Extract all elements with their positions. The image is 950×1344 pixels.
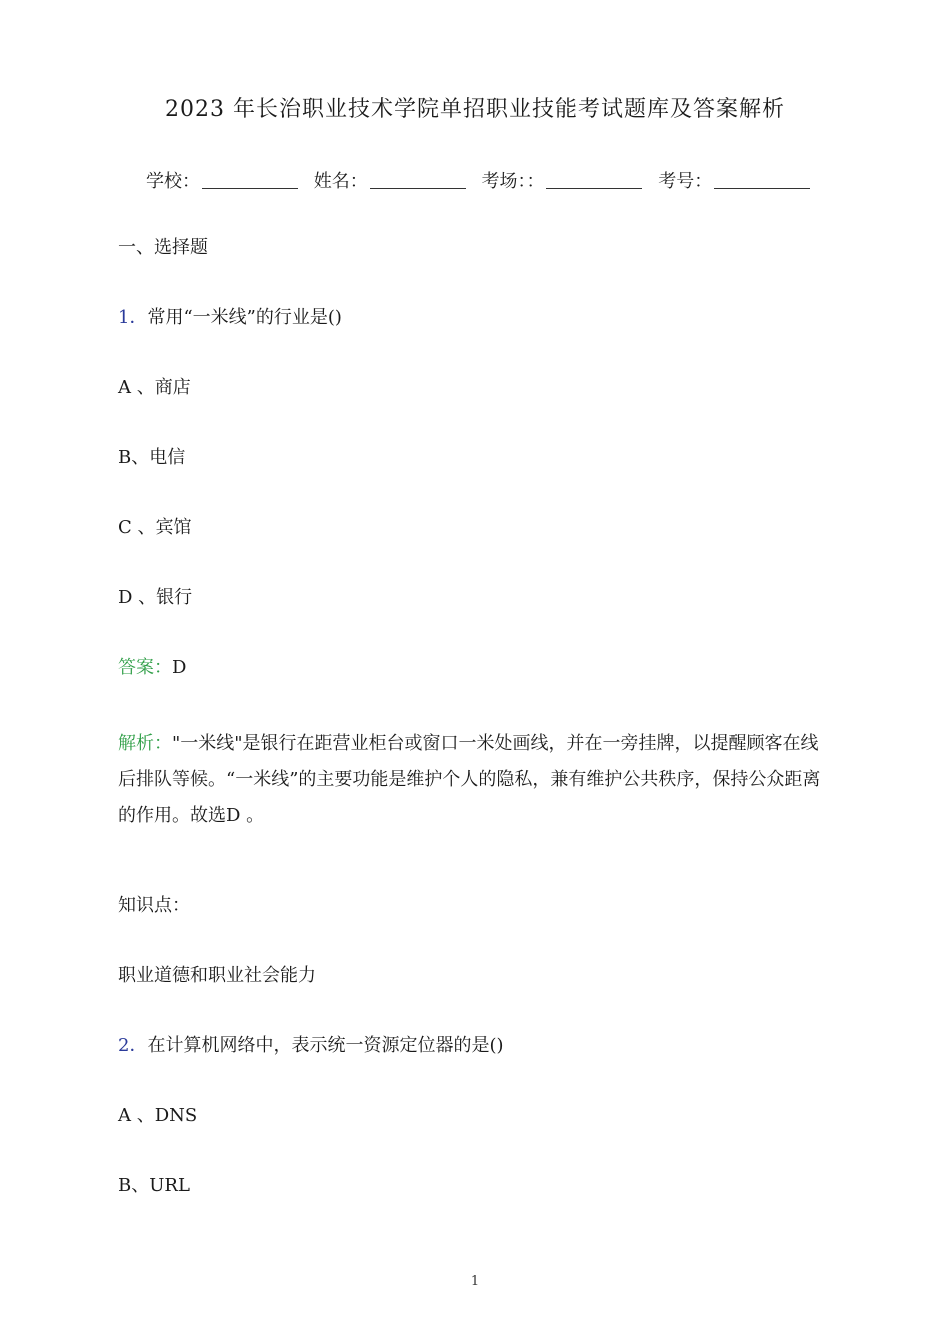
room-blank	[546, 170, 642, 189]
name-blank	[370, 170, 466, 189]
page-title: 2023 年长治职业技术学院单招职业技能考试题库及答案解析	[165, 97, 785, 122]
knowledge-label: 知识点：	[118, 895, 190, 916]
knowledge-value: 职业道德和职业社会能力	[118, 965, 316, 986]
q1-option-b: B、电信	[118, 447, 186, 468]
explanation-label: 解析：	[118, 733, 172, 754]
question-1-text: 常用“一米线”的行业是()	[147, 307, 342, 328]
number-blank	[714, 170, 810, 189]
name-label: 姓名：	[313, 171, 368, 192]
exam-info-row	[146, 170, 820, 194]
answer-label: 答案：	[118, 657, 172, 678]
school-label: 学校：	[146, 171, 200, 192]
page-number: 1	[470, 1274, 480, 1289]
q1-answer	[118, 656, 186, 680]
q1-explanation	[118, 726, 834, 834]
number-label: 考号：	[658, 171, 713, 192]
question-1	[118, 306, 342, 330]
question-2-number: 2．	[118, 1035, 148, 1056]
explanation-text: "一米线"是银行在距营业柜台或窗口一米处画线，并在一旁挂牌，以提醒顾客在线后排队等候。“一米线”的主要功能是维护个人的隐私，兼有维护公共秩序，保持公众距离的作用。故选D 。	[118, 733, 821, 826]
q1-option-a: A 、商店	[118, 377, 191, 398]
answer-value: D	[172, 657, 187, 678]
question-1-number: 1．	[118, 307, 148, 328]
q2-option-a: A 、DNS	[118, 1105, 198, 1126]
question-2-text: 在计算机网络中，表示统一资源定位器的是()	[147, 1035, 504, 1056]
q1-option-d: D 、银行	[118, 587, 193, 608]
question-2	[118, 1034, 504, 1058]
q2-option-b: B、URL	[118, 1175, 190, 1196]
section-heading: 一、选择题	[118, 237, 208, 258]
q1-option-c: C 、宾馆	[118, 517, 192, 538]
school-blank	[202, 170, 298, 189]
room-label: 考场：：	[481, 171, 545, 192]
